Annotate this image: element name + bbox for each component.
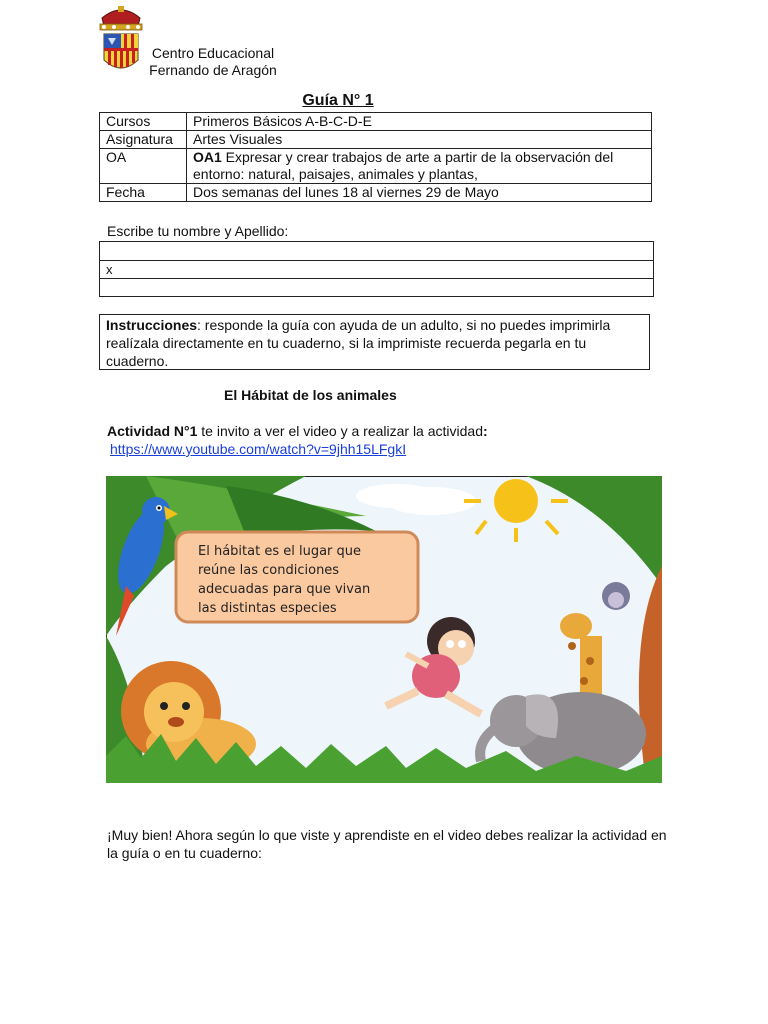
- section-subtitle: El Hábitat de los animales: [224, 387, 397, 403]
- page-title: Guía N° 1: [302, 92, 374, 109]
- school-crest-logo: [94, 4, 148, 78]
- name-prompt: Escribe tu nombre y Apellido:: [107, 223, 289, 239]
- oa-code: OA1: [193, 149, 222, 165]
- activity-label: Actividad N°1: [107, 423, 198, 439]
- bubble-line: adecuadas para que vivan: [198, 582, 371, 597]
- activity-text: te invito a ver el video y a realizar la actividad: [197, 423, 483, 439]
- info-value: Artes Visuales: [187, 131, 652, 149]
- info-row-fecha: [100, 184, 652, 202]
- cloud: [386, 487, 476, 515]
- info-key: Asignatura: [100, 131, 187, 149]
- school-name: [148, 45, 278, 79]
- video-link[interactable]: https://www.youtube.com/watch?v=9jhh15LFgkI: [110, 441, 407, 457]
- info-key: Cursos: [100, 113, 187, 131]
- school-name-line2: Fernando de Aragón: [149, 62, 277, 78]
- info-row-asignatura: [100, 131, 652, 149]
- instructions-label: Instrucciones: [106, 317, 198, 333]
- oa-description: Expresar y crear trabajos de arte a partir de la observación del entorno: natural, paisajes, animales y plantas,: [193, 149, 614, 182]
- name-line-3[interactable]: [99, 278, 654, 297]
- monkey: [602, 582, 630, 610]
- info-row-cursos: [100, 113, 652, 131]
- closing-paragraph: ¡Muy bien! Ahora según lo que viste y aprendiste en el video debes realizar la actividad en la guía o en tu cuaderno:: [107, 827, 667, 861]
- info-value: Dos semanas del lunes 18 al viernes 29 de Mayo: [187, 184, 652, 202]
- school-name-line1: Centro Educacional: [151, 45, 275, 61]
- activity-colon: :: [483, 423, 488, 439]
- info-key: OA: [100, 149, 187, 184]
- instructions-box: [99, 314, 650, 370]
- info-value: [187, 149, 652, 184]
- name-line-2[interactable]: x: [99, 260, 654, 279]
- instructions-text: : responde la guía con ayuda de un adulto, si no puedes imprimirla realízala directamente en tu cuaderno, si la imprimiste recuerda pegarla en tu cuaderno.: [106, 317, 611, 369]
- info-key: Fecha: [100, 184, 187, 202]
- bubble-line: El hábitat es el lugar que: [198, 544, 362, 559]
- name-line-1[interactable]: [99, 241, 654, 261]
- info-value: Primeros Básicos A-B-C-D-E: [187, 113, 652, 131]
- habitat-illustration: [106, 476, 662, 783]
- activity-line: [107, 423, 488, 439]
- bubble-line: las distintas especies: [198, 601, 337, 616]
- bubble-line: reúne las condiciones: [198, 563, 340, 578]
- info-row-oa: [100, 149, 652, 184]
- info-table: [99, 112, 652, 202]
